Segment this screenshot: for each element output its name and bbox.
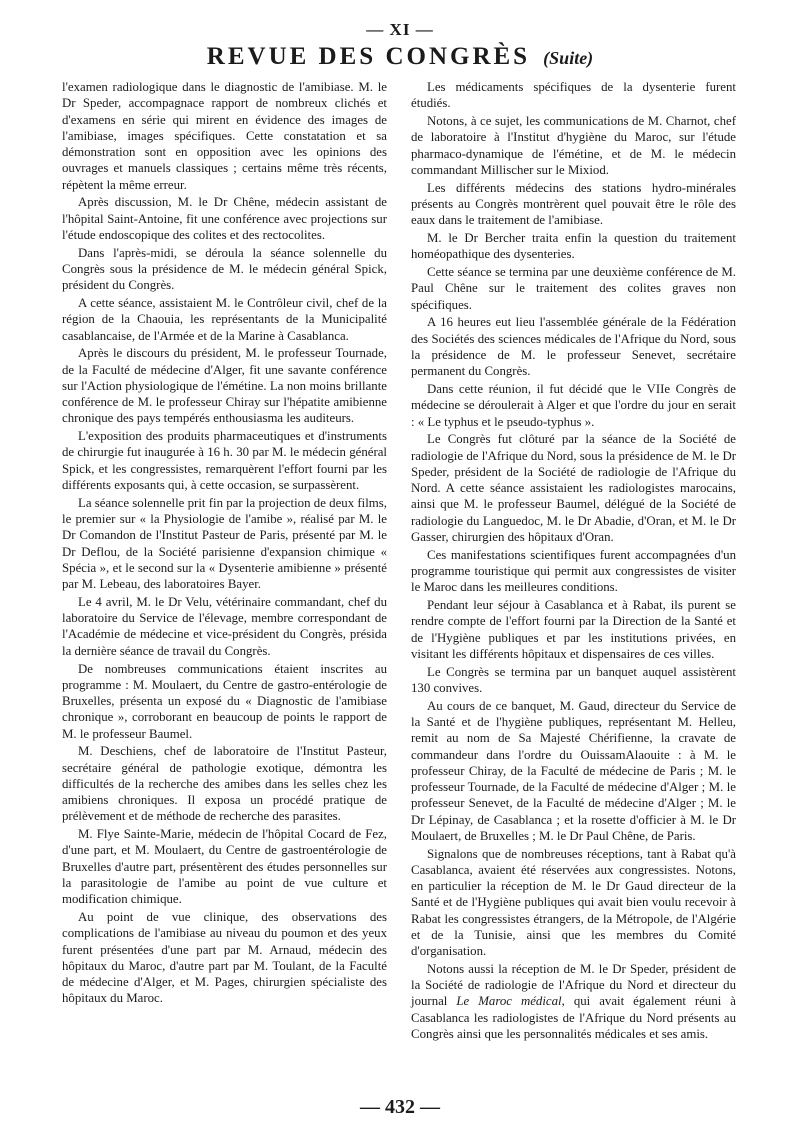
paragraph: Dans l'après-midi, se déroula la séance solennelle du Congrès sous la présidence de M. le médecin général Spick, président du Congrès.	[62, 245, 387, 293]
roman-page-folio: — XI —	[366, 20, 434, 39]
paragraph: Après discussion, M. le Dr Chêne, médecin assistant de l'hôpital Saint-Antoine, fit une conférence avec projections sur l'étude endoscopique des colites et des rectocolites.	[62, 195, 387, 242]
right-column	[411, 79, 736, 1044]
paragraph: M. Deschiens, chef de laboratoire de l'Institut Pasteur, secrétaire général de pathologie exotique, démontra les difficultés de la recherche des amibes dans les selles chez les amibiens chroniques. Il exposa un procédé pratique de prélèvement et de méthode de recherche des parasites.	[62, 744, 387, 824]
paragraph-text: Notons aussi la réception de M. le Dr Speder, président de la Société de radiologie de l'Afrique du Nord et directeur du journal	[411, 961, 736, 1009]
paragraph: Le Congrès se termina par un banquet auquel assistèrent 130 convives.	[411, 664, 736, 695]
paragraph: l'examen radiologique dans le diagnostic de l'amibiase. M. le Dr Speder, accompagnace rapport de nombreux clichés et d'examens en série qui mirent en évidence des images de l'amibiase, images spécifiques. Cette constatation et sa démonstration sont en opposition avec les opinions des ouvrages et manuels classiques ; certains même très récents, répètent la même erreur.	[62, 80, 387, 192]
paragraph: Le 4 avril, M. le Dr Velu, vétérinaire commandant, chef du laboratoire du Service de l'élevage, membre correspondant de l'Académie de médecine et vice-président du Congrès, présida la dernière séance de travail du Congrès.	[62, 594, 387, 658]
paragraph: De nombreuses communications étaient inscrites au programme : M. Moulaert, du Centre de gastro-entérologie de Bruxelles, présenta un exposé du « Diagnostic de l'amibiase chronique », corroborant en beaucoup de points le rapport de M. le professeur Baumel.	[62, 661, 387, 741]
paragraph: Notons, à ce sujet, les communications de M. Charnot, chef de laboratoire à l'Institut d'hygiène du Maroc, sur l'étude pharmaco-dynamique de l'émétine, et de M. le médecin commandant Millischer sur le Mixiod.	[411, 114, 736, 177]
paragraph: Cette séance se termina par une deuxième conférence de M. Paul Chêne sur le traitement des colites graves non spécifiques.	[411, 265, 736, 312]
paragraph: Dans cette réunion, il fut décidé que le VIIe Congrès de médecine se déroulerait à Alger et que l'ordre du jour en serait : « Le typhus et le pseudo-typhus ».	[411, 382, 736, 429]
paragraph: Le Congrès fut clôturé par la séance de la Société de radiologie de l'Afrique du Nord, sous la présidence de M. le Dr Speder, président de la Société de radiologie de l'Afrique du Nord. A cette séance assistaient les radiologistes marocains, ainsi que M. le professeur Baumel, délégué de la Société de radiologie du Languedoc, M. le Dr Abadie, d'Oran, et M. le Dr Gasser, chirurgien des hôpitaux d'Oran.	[411, 432, 736, 544]
running-head-suite: (Suite)	[543, 48, 594, 68]
paragraph: La séance solennelle prit fin par la projection de deux films, le premier sur « la Physiologie de l'amibe », réalisé par M. le Dr Comandon de l'Institut Pasteur de Paris, présenté par M. le Dr Deflou, de la Société parisienne d'expansion chimique « Spécia », et le second sur la « Dysenterie amibienne » présenté par M. Lebeau, des laboratoires Bayer.	[62, 495, 387, 592]
paragraph: Pendant leur séjour à Casablanca et à Rabat, ils purent se rendre compte de l'effort fourni par la Direction de la Santé et de l'Hygiène publiques et par les institutions privées, en visitant les différents hôpitaux et dispensaires de ces villes.	[411, 598, 736, 661]
paragraph: Les médicaments spécifiques de la dysenterie furent étudiés.	[411, 80, 736, 111]
paragraph: A 16 heures eut lieu l'assemblée générale de la Fédération des Sociétés des sciences médicales de l'Afrique du Nord, sous la présidence de M. le professeur Senevet, secrétaire permanent du Congrès.	[411, 315, 736, 379]
paragraph: Après le discours du président, M. le professeur Tournade, de la Faculté de médecine d'Alger, fit une savante conférence sur l'Action physiologique de l'émétine. La non moins brillante conférence de M. le professeur Chiray sur l'hépatite amibienne chronique des pays tempérés enthousiasma les auditeurs.	[62, 346, 387, 426]
left-column	[62, 79, 387, 1008]
paragraph: Ces manifestations scientifiques furent accompagnées d'un programme touristique qui permit aux congressistes de visiter le Maroc dans les meilleures conditions.	[411, 547, 736, 595]
paragraph: Les différents médecins des stations hydro-minérales présents au Congrès montrèrent quel pouvait être le rôle des eaux dans le traitement de l'amibiase.	[411, 180, 736, 228]
paragraph: M. le Dr Bercher traita enfin la question du traitement homéopathique des dysenteries.	[411, 231, 736, 262]
paragraph: Signalons que de nombreuses réceptions, tant à Rabat qu'à Casablanca, avaient été réservées aux congressistes. Notons, en particulier la réception de M. le Dr Gaud directeur de la Santé et de l'Hygiène publiques qui avait bien voulu recevoir à Rabat les congressistes étrangers, de la Métropole, de l'Algérie et de la Tunisie, ainsi que les membres du Comité d'organisation.	[411, 846, 736, 959]
journal-title: Le Maroc médical	[456, 994, 562, 1009]
paragraph: Au cours de ce banquet, M. Gaud, directeur du Service de la Santé et de l'hygiène publiques, représentant M. Helleu, remit au nom de Sa Majesté Chérifienne, la cravate de commandeur dans l'ordre du OuissamAlaouite : à M. le professeur Chiray, de la Faculté de médecine de Paris ; M. le professeur Tournade, de la Faculté de médecine d'Alger ; M. le professeur Senevet, de la Faculté de médecine d'Alger ; M. le Dr Lépinay, de Casablanca ; et la rosette d'officier à M. le Dr Moulaert, de Bruxelles ; M. le Dr Paul Chêne, de Paris.	[411, 698, 736, 843]
paragraph: M. Flye Sainte-Marie, médecin de l'hôpital Cocard de Fez, d'une part, et M. Moulaert, du Centre de gastroentérologie de Bruxelles d'autre part, présentèrent des études personnelles sur la parasitologie de l'amibe au point de vue culture et modification chimique.	[62, 827, 387, 907]
paragraph: Au point de vue clinique, des observations des complications de l'amibiase au niveau du poumon et des yeux furent présentées d'une part par M. Arnaud, médecin des hôpitaux du Maroc, d'autre part par M. Toulant, de la Faculté de médecine d'Alger, et M. Pages, chirurgien spécialiste des hôpitaux du Maroc.	[62, 910, 387, 1006]
running-head	[0, 43, 800, 71]
running-head-title: REVUE DES CONGRÈS	[206, 43, 531, 70]
paragraph: A cette séance, assistaient M. le Contrôleur civil, chef de la région de la Chaouia, les représentants de la Municipalité casablancaise, de l'Armée et de la Marine à Casablanca.	[62, 296, 387, 343]
paragraph	[411, 961, 736, 1042]
page-number: — 432 —	[360, 1096, 440, 1118]
paragraph-text: , qui avait également réuni à Casablanca les radiologistes de l'Afrique du Nord présents au Congrès ainsi que les personnalités médicales et ses amis.	[411, 994, 736, 1041]
paragraph: L'exposition des produits pharmaceutiques et d'instruments de chirurgie fut inaugurée à 16 h. 30 par M. le médecin général Spick, et les congressistes, remarquèrent l'effort fourni par les différents exposants qui, à cette occasion, se surpassèrent.	[62, 429, 387, 492]
